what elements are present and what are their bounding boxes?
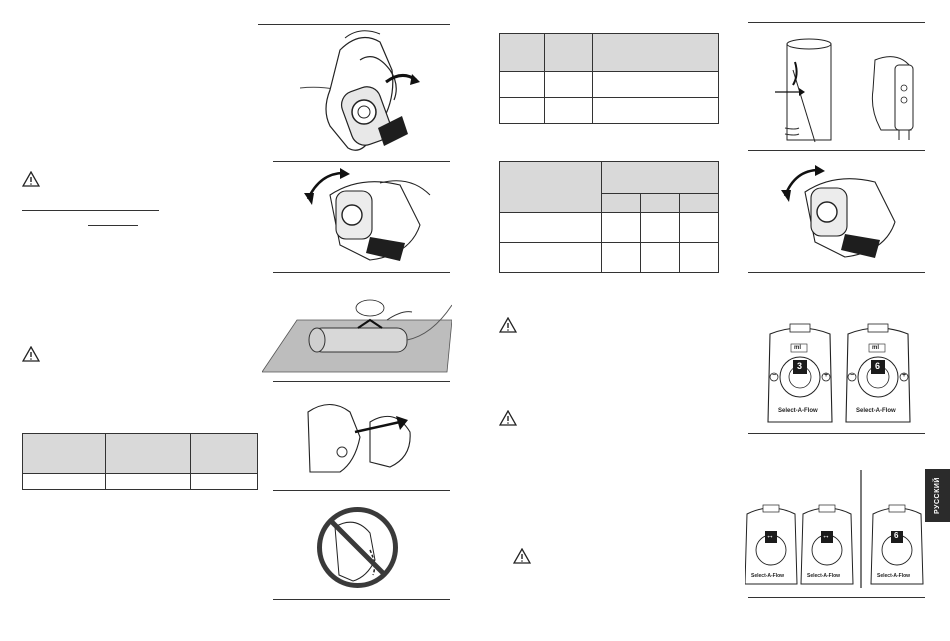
- brand-label: Select-A-Flow: [856, 408, 896, 414]
- table-header-cell: [500, 162, 602, 213]
- table-header-cell: [680, 194, 719, 213]
- divider: [273, 272, 450, 273]
- divider: [748, 22, 925, 23]
- warning-triangle-icon: [513, 548, 531, 564]
- divider: [748, 272, 925, 273]
- warning-triangle-icon: [22, 346, 40, 362]
- table-header-cell: [545, 34, 593, 72]
- figure-tube-placement: [262, 290, 452, 380]
- underline-rule: [22, 210, 159, 211]
- divider: [273, 381, 450, 382]
- setting-value-d: ↔: [822, 531, 830, 540]
- table-header-cell: [641, 194, 680, 213]
- table-header-cell: [500, 34, 545, 72]
- figure-rotate-cap: [300, 165, 450, 270]
- divider: [748, 597, 925, 598]
- figure-tube-canister: [775, 30, 925, 145]
- ml-label: ml: [794, 345, 802, 351]
- top-table: [499, 33, 719, 124]
- figure-open-device: [300, 30, 450, 160]
- divider: [273, 490, 450, 491]
- brand-label: Select-A-Flow: [778, 408, 818, 414]
- divider: [258, 24, 450, 25]
- table-header-cell: [106, 434, 191, 474]
- divider: [273, 161, 450, 162]
- table-cell: [680, 243, 719, 273]
- plus-icon: +: [902, 372, 907, 379]
- minus-icon: −: [772, 372, 777, 379]
- figure-pull-apart: [300, 392, 420, 484]
- table-cell: [641, 243, 680, 273]
- language-side-tab: [925, 469, 950, 522]
- minus-icon: −: [850, 372, 855, 379]
- table-cell: [500, 213, 602, 243]
- table-header-cell: [602, 194, 641, 213]
- setting-value-c: ↔: [766, 531, 774, 540]
- table-cell: [680, 213, 719, 243]
- figure-select-a-flow-settings: [760, 322, 925, 432]
- setting-value-a: 3: [797, 361, 803, 371]
- brand-label: Select-A-Flow: [877, 573, 911, 579]
- table-cell: [500, 72, 545, 98]
- table-header-cell: [23, 434, 106, 474]
- table-header-cell: [191, 434, 258, 474]
- table-cell: [593, 98, 719, 124]
- divider: [748, 150, 925, 151]
- figure-prohibited: [315, 505, 400, 590]
- table-cell: [545, 72, 593, 98]
- figure-rotate-cap-2: [775, 160, 925, 270]
- brand-label: Select-A-Flow: [807, 573, 841, 579]
- table-cell: [106, 474, 191, 490]
- middle-table: [499, 161, 719, 273]
- language-side-tab-label: РУССКИЙ: [934, 477, 942, 514]
- setting-value-b: 6: [875, 361, 881, 371]
- table-cell: [602, 243, 641, 273]
- figure-select-a-flow-three: [745, 470, 925, 588]
- plus-icon: +: [824, 372, 829, 379]
- table-cell: [500, 243, 602, 273]
- left-table: [22, 433, 258, 490]
- underline-rule: [88, 225, 138, 226]
- divider: [748, 433, 925, 434]
- divider: [273, 599, 450, 600]
- table-cell: [500, 98, 545, 124]
- table-header-cell: [593, 34, 719, 72]
- warning-triangle-icon: [499, 317, 517, 333]
- table-cell: [641, 213, 680, 243]
- warning-triangle-icon: [499, 410, 517, 426]
- table-cell: [602, 213, 641, 243]
- setting-value-e: 6: [894, 531, 899, 540]
- warning-triangle-icon: [22, 171, 40, 187]
- table-header-cell: [602, 162, 719, 194]
- table-cell: [545, 98, 593, 124]
- brand-label: Select-A-Flow: [751, 573, 785, 579]
- table-cell: [23, 474, 106, 490]
- ml-label: ml: [872, 345, 880, 351]
- table-cell: [593, 72, 719, 98]
- table-cell: [191, 474, 258, 490]
